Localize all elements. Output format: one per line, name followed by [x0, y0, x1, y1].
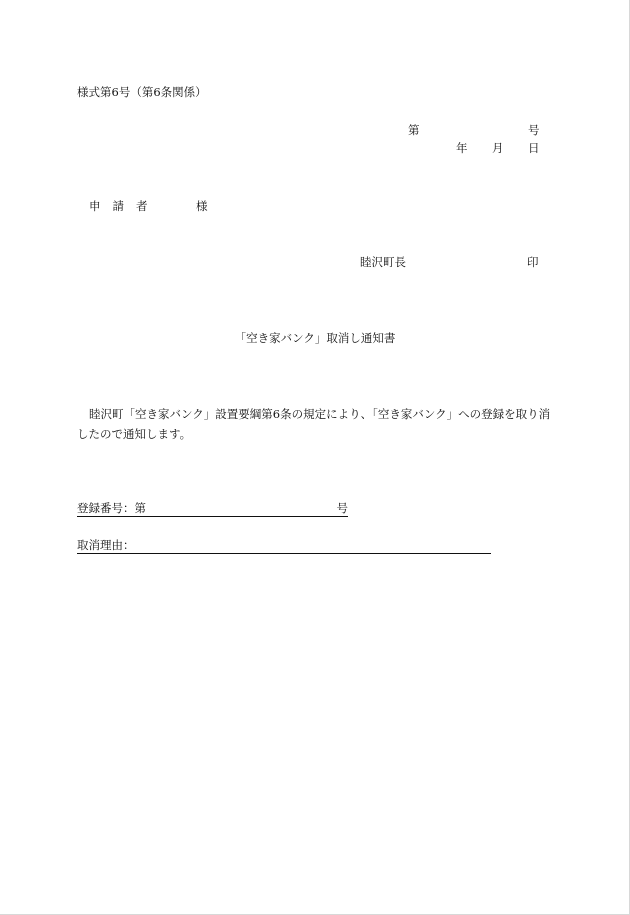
document-number-suffix: 号 [528, 123, 540, 137]
issuer-name: 睦沢町長 [360, 255, 406, 269]
registration-number-suffix: 号 [336, 501, 348, 515]
cancel-reason-field [77, 538, 491, 554]
date-month-label: 月 [492, 141, 504, 155]
applicant-label: 申請者 [89, 199, 160, 213]
form-label: 様式第6号（第6条関係） [77, 85, 207, 99]
date-year-label: 年 [456, 141, 468, 155]
document-title: 「空き家バンク」取消し通知書 [234, 331, 396, 345]
document-number-prefix: 第 [408, 123, 420, 137]
cancel-reason-label: 取消理由： [77, 538, 135, 552]
document-number [408, 123, 540, 137]
notice-body: 睦沢町「空き家バンク」設置要綱第6条の規定により、「空き家バンク」への登録を取り消したので通知します。 [77, 407, 551, 441]
issuer-seal: 印 [527, 255, 539, 269]
registration-number-field [77, 501, 348, 517]
registration-number-label: 登録番号：第 [77, 501, 146, 515]
applicant-honorific: 様 [196, 199, 208, 213]
date-day-label: 日 [528, 141, 540, 155]
